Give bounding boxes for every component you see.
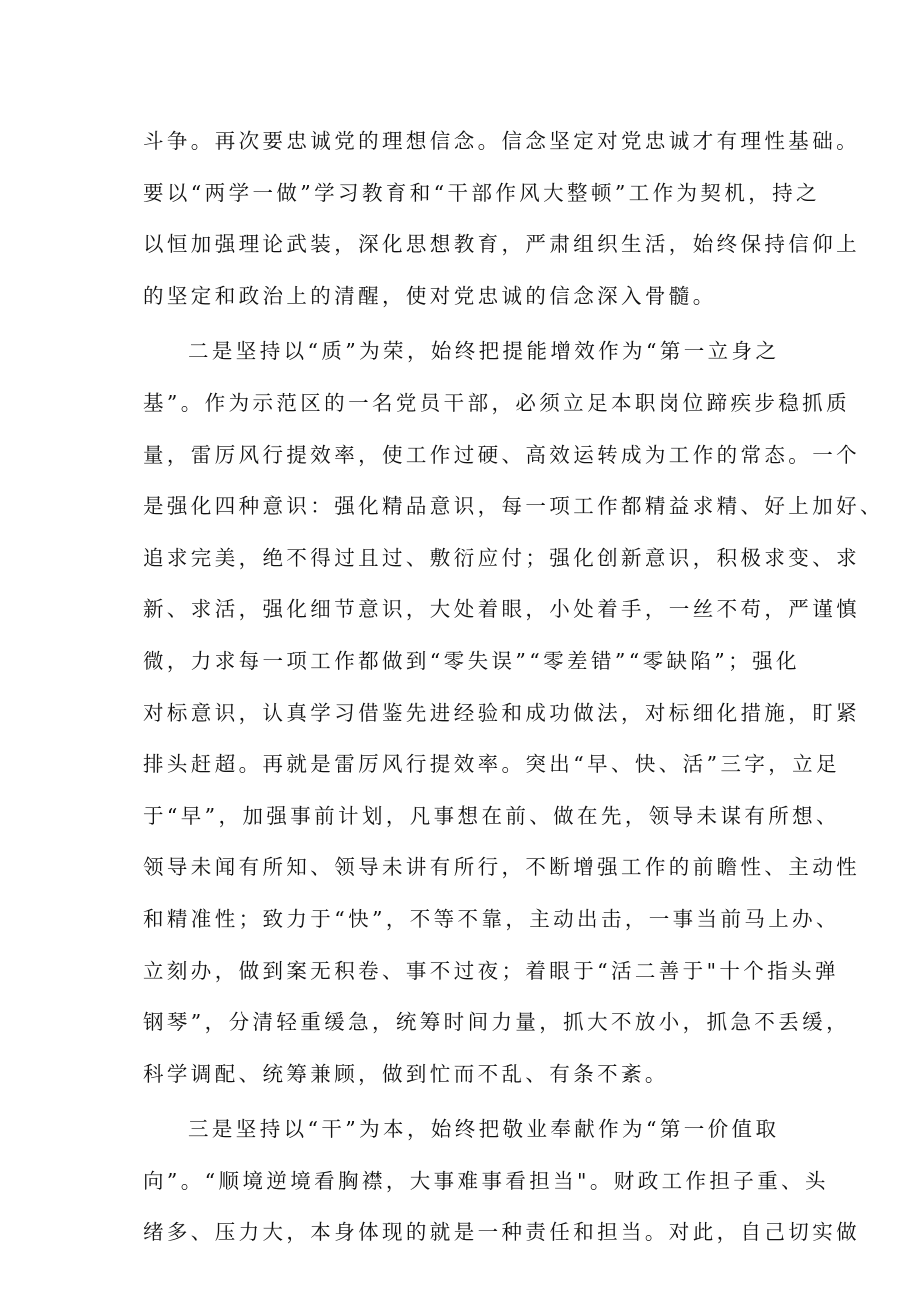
text-line: 要以“两学一做”学习教育和“干部作风大整顿”工作为契机，持之 — [143, 180, 820, 205]
text-line: 追求完美，绝不得过且过、敷衍应付；强化创新意识，积极求变、求 — [143, 545, 860, 570]
paragraph — [143, 1104, 860, 1259]
text-line: 绪多、压力大，本身体现的就是一种责任和担当。对此，自己切实做 — [143, 1220, 860, 1245]
text-line: 三是坚持以“干”为本，始终把敬业奉献作为“第一价值取 — [188, 1117, 780, 1142]
text-line: 微，力求每一项工作都做到“零失误”“零差错”“零缺陷”；强化 — [143, 648, 800, 673]
paragraph — [143, 116, 860, 322]
paragraph — [143, 326, 884, 1100]
text-line: 和精准性；致力于“快”，不等不靠，主动出击，一事当前马上办、 — [143, 906, 840, 931]
text-line: 领导未闻有所知、领导未讲有所行，不断增强工作的前瞻性、主动性 — [143, 855, 860, 880]
text-line: 以恒加强理论武装，深化思想教育，严肃组织生活，始终保持信仰上 — [143, 232, 860, 257]
text-line: 的坚定和政治上的清醒，使对党忠诚的信念深入骨髓。 — [143, 283, 717, 308]
text-line: 钢琴”，分清轻重缓急，统筹时间力量，抓大不放小，抓急不丢缓， — [143, 1010, 850, 1035]
text-line: 科学调配、统筹兼顾，做到忙而不乱、有条不紊。 — [143, 1061, 669, 1086]
document-body — [143, 116, 884, 1259]
text-line: 是强化四种意识：强化精品意识，每一项工作都精益求精、好上加好、 — [143, 494, 884, 519]
text-line: 排头赶超。再就是雷厉风行提效率。突出“早、快、活”三字，立足 — [143, 752, 840, 777]
text-line: 二是坚持以“质”为荣，始终把提能增效作为“第一立身之 — [188, 339, 780, 364]
text-line: 量，雷厉风行提效率，使工作过硬、高效运转成为工作的常态。一个 — [143, 442, 860, 467]
text-line: 对标意识，认真学习借鉴先进经验和成功做法，对标细化措施，盯紧 — [143, 700, 860, 725]
text-line: 向”。“顺境逆境看胸襟，大事难事看担当"。财政工作担子重、头 — [143, 1168, 829, 1193]
text-line: 基”。作为示范区的一名党员干部，必须立足本职岗位蹄疾步稳抓质 — [143, 390, 850, 415]
text-line: 立刻办，做到案无积卷、事不过夜；着眼于“活二善于"十个指头弹 — [143, 958, 839, 983]
text-line: 新、求活，强化细节意识，大处着眼，小处着手，一丝不苟，严谨慎 — [143, 597, 860, 622]
text-line: 于“早”，加强事前计划，凡事想在前、做在先，领导未谋有所想、 — [143, 803, 840, 828]
text-line: 斗争。再次要忠诚党的理想信念。信念坚定对党忠诚才有理性基础。 — [143, 129, 860, 153]
